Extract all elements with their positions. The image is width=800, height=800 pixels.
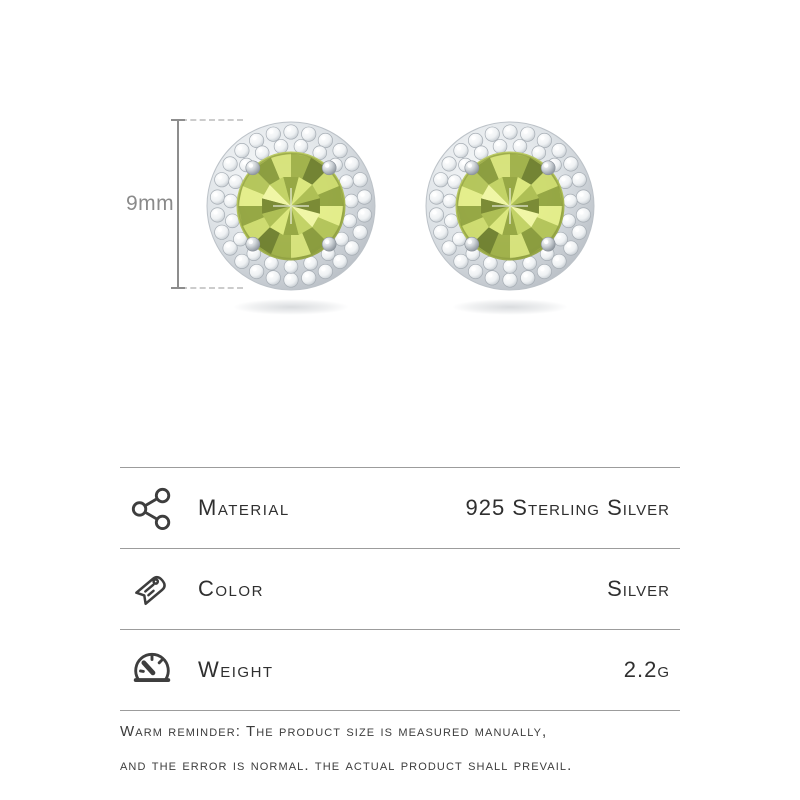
earring-right bbox=[422, 118, 598, 318]
earring-left bbox=[203, 118, 379, 318]
earring-shadow bbox=[233, 299, 349, 315]
spec-value-weight: 2.2g bbox=[623, 657, 670, 682]
share-icon bbox=[128, 484, 176, 532]
dimension-line bbox=[177, 119, 179, 289]
earring-shadow bbox=[452, 299, 568, 315]
warm-reminder-line2: and the error is normal. the actual product shall prevail. bbox=[120, 757, 573, 774]
warm-reminder bbox=[120, 724, 720, 792]
gauge-icon bbox=[128, 646, 176, 694]
spec-label-material: Material bbox=[198, 495, 290, 520]
size-label: 9mm bbox=[126, 192, 175, 215]
spec-label-color: Color bbox=[198, 576, 264, 601]
warm-reminder-line1: Warm reminder: The product size is measured manually, bbox=[120, 723, 548, 740]
spec-row-weight bbox=[120, 629, 680, 711]
spec-value-color: Silver bbox=[607, 576, 670, 601]
spec-value-material: 925 Sterling Silver bbox=[465, 495, 670, 520]
spec-table bbox=[120, 467, 680, 711]
spec-label-weight: Weight bbox=[198, 657, 274, 682]
tag-icon bbox=[128, 565, 176, 613]
spec-row-material bbox=[120, 467, 680, 548]
spec-row-color bbox=[120, 548, 680, 629]
